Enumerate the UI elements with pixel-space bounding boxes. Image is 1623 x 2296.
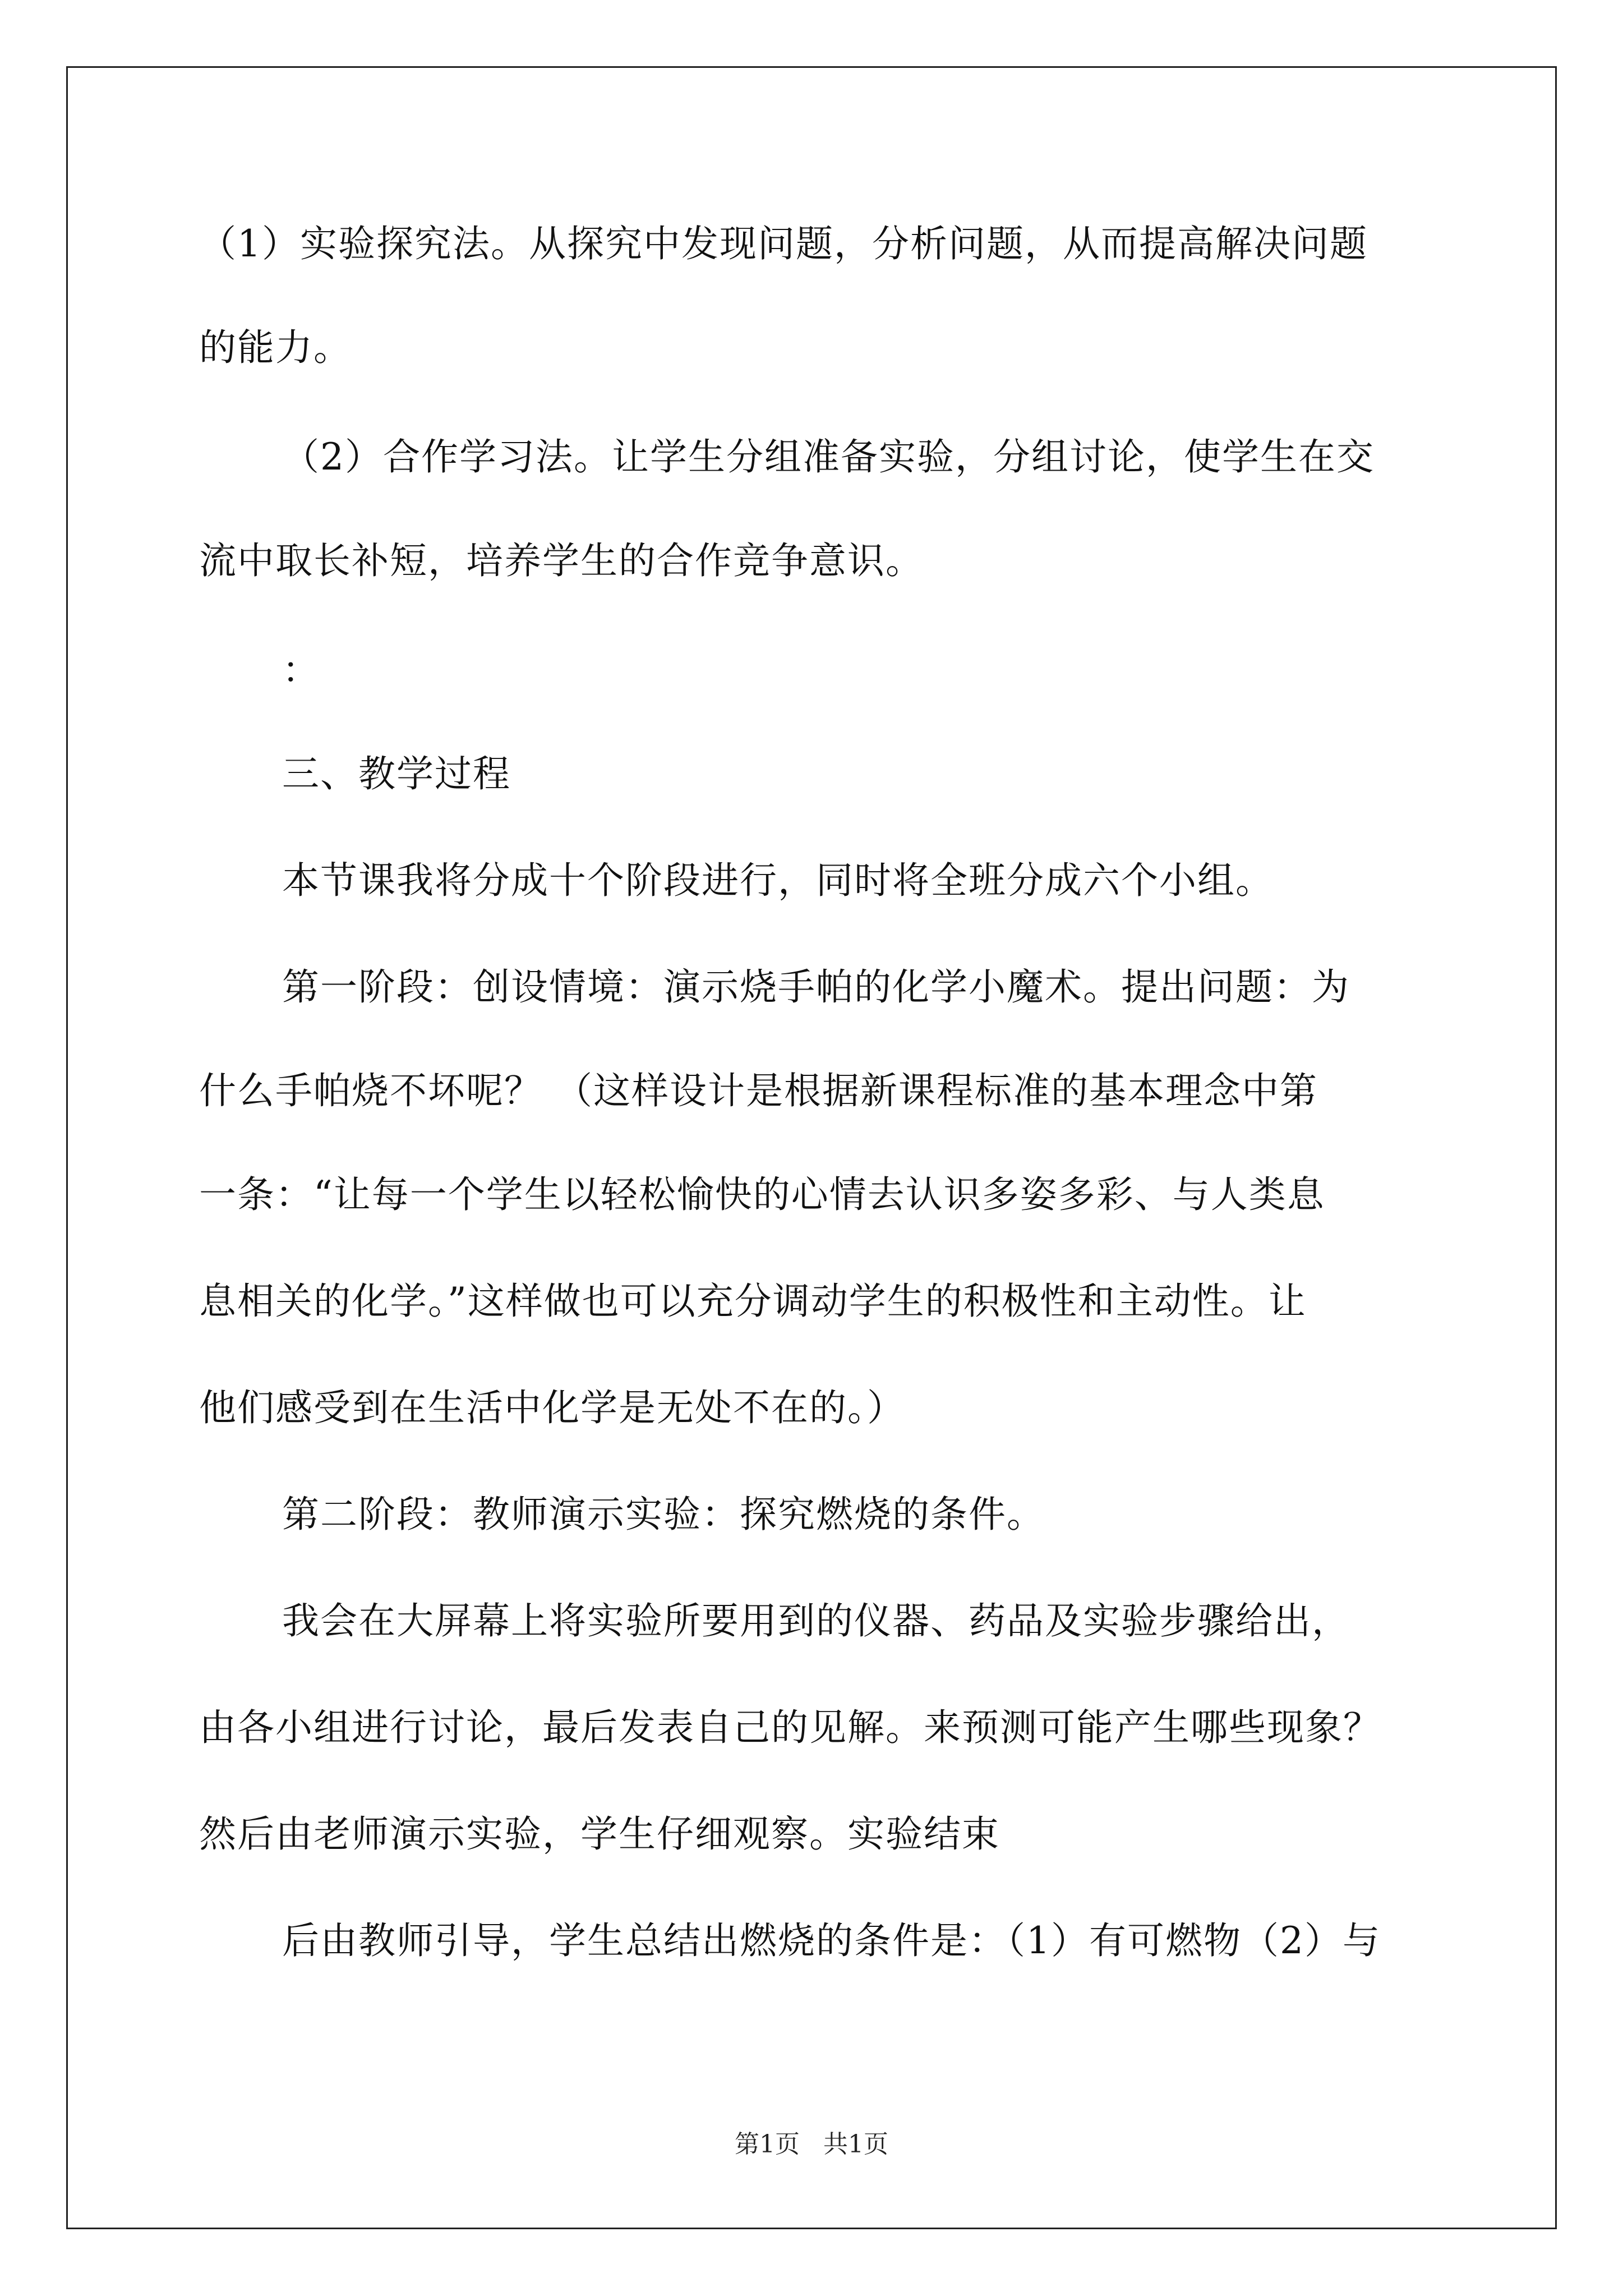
paragraph-line: （1）实验探究法。从探究中发现问题，分析问题，从而提高解决问题 <box>199 222 1368 265</box>
paragraph-line: 第二阶段：教师演示实验：探究燃烧的条件。 <box>282 1493 1045 1536</box>
paragraph-line: 由各小组进行讨论，最后发表自己的见解。来预测可能产生哪些现象？ <box>199 1706 1381 1749</box>
paragraph-line: 息相关的化学。”这样做也可以充分调动学生的积极性和主动性。让 <box>199 1280 1307 1323</box>
page-footer <box>0 2129 1623 2160</box>
paragraph-line: 的能力。 <box>199 326 352 369</box>
page-number: 第1页 <box>735 2130 800 2159</box>
paragraph-line: ： <box>282 648 320 692</box>
paragraph-line: 流中取长补短，培养学生的合作竞争意识。 <box>199 539 924 582</box>
page-total: 共1页 <box>823 2130 888 2159</box>
paragraph-line: 什么手帕烧不坏呢？ （这样设计是根据新课程标准的基本理念中第 <box>199 1069 1318 1112</box>
paragraph-line: （2）合作学习法。让学生分组准备实验，分组讨论，使学生在交 <box>282 435 1375 478</box>
paragraph-line: 后由教师引导，学生总结出燃烧的条件是：（1）有可燃物（2）与 <box>282 1919 1381 1962</box>
paragraph-line: 本节课我将分成十个阶段进行，同时将全班分成六个小组。 <box>282 859 1274 902</box>
paragraph-line: 然后由老师演示实验，学生仔细观察。实验结束 <box>199 1812 1000 1856</box>
paragraph-line: 他们感受到在生活中化学是无处不在的。） <box>199 1386 905 1429</box>
paragraph-line: 一条：“让每一个学生以轻松愉快的心情去认识多姿多彩、与人类息 <box>199 1173 1325 1216</box>
paragraph-line: 第一阶段：创设情境：演示烧手帕的化学小魔术。提出问题：为 <box>282 965 1350 1009</box>
page-border <box>66 66 1557 2229</box>
paragraph-line: 我会在大屏幕上将实验所要用到的仪器、药品及实验步骤给出， <box>282 1599 1350 1642</box>
section-heading: 三、教学过程 <box>282 752 511 795</box>
